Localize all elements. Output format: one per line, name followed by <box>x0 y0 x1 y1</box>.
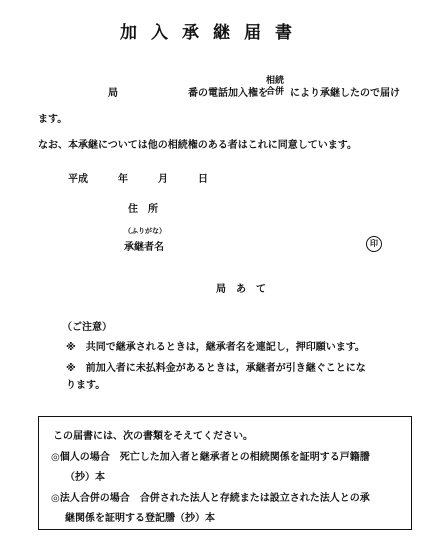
furigana-label: （ふりがな） <box>124 227 166 235</box>
succession-text: により承継したので届け <box>290 88 400 99</box>
seal-mark: 印 <box>366 236 382 252</box>
note-joint-succession: ※ 共同で継承されるときは，継承者名を連記し，押印願います。 <box>66 342 365 353</box>
inheritance-merger-choice <box>266 76 284 98</box>
merger-case-line: ◎法人合併の場合 合併された法人と存続または設立された法人との承 <box>51 493 370 504</box>
date-month: 月 <box>158 174 168 185</box>
document-title: 加入承継届書 <box>120 23 306 43</box>
successor-name-label: 承継者名 <box>124 242 164 253</box>
phone-right-text: 番の電話加入権を <box>188 88 268 99</box>
address-label: 住 所 <box>128 204 158 215</box>
note-unpaid-charges-cont: ります。 <box>66 380 106 391</box>
sentence-continuation: ます。 <box>38 114 68 125</box>
date-year: 年 <box>118 174 128 185</box>
bureau-label: 局 <box>108 88 118 99</box>
date-era: 平成 <box>68 174 88 185</box>
box-intro: この届書には、次の書類をそえてください。 <box>53 431 253 442</box>
choice-merger: 合併 <box>266 87 285 97</box>
addressee-line: 局 あ て <box>216 284 266 295</box>
consent-statement: なお、本承継については他の相続権のある者はこれに同意しています。 <box>38 140 357 151</box>
note-unpaid-charges: ※ 前加入者に未払料金があるときは，承継者が引き継ぐことにな <box>66 363 366 374</box>
date-day: 日 <box>198 174 208 185</box>
merger-case-cont: 継関係を証明する登記謄（抄）本 <box>65 513 215 524</box>
required-documents-box <box>38 416 412 530</box>
choice-inheritance: 相続 <box>266 76 285 86</box>
notes-heading: （ご注意） <box>62 322 112 333</box>
individual-case-line: ◎個人の場合 死亡した加入者と継承者との相続関係を証明する戸籍謄 <box>51 452 370 463</box>
individual-case-cont: （抄）本 <box>65 472 105 483</box>
